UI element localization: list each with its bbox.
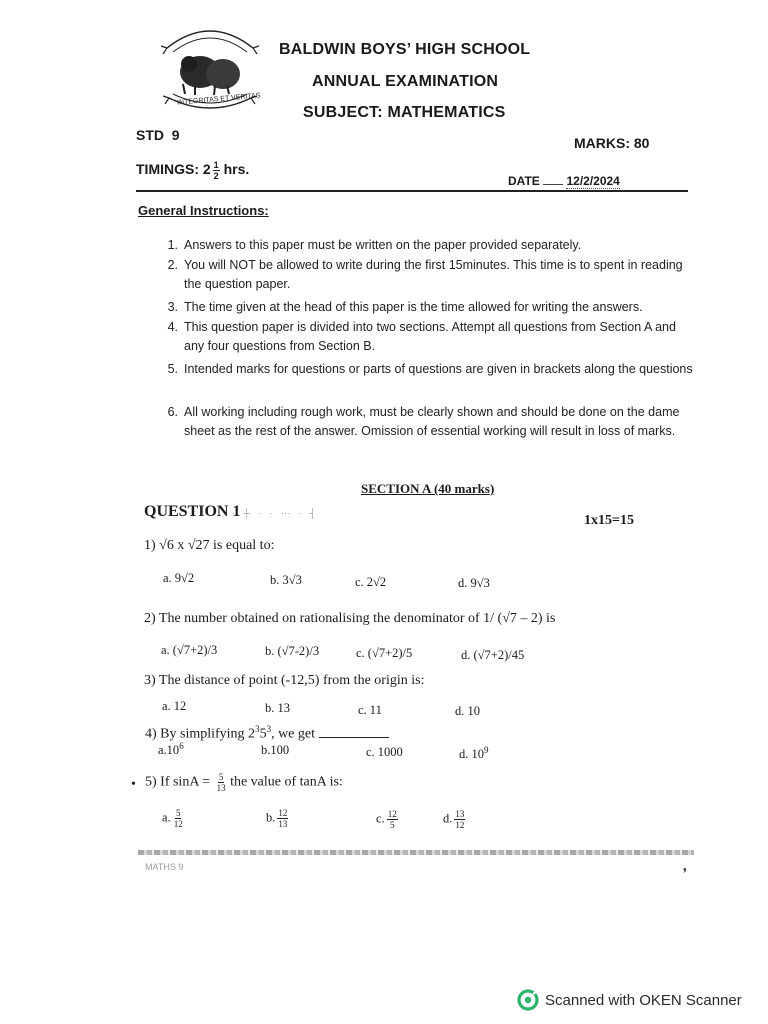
instruction-item: [158, 403, 698, 460]
stem-fraction: [216, 772, 227, 793]
bullet-mark: •: [131, 777, 136, 792]
instruction-number: 6.: [167, 405, 178, 419]
option-a: [162, 808, 184, 829]
option-c: [366, 745, 403, 760]
option-label: c.: [376, 811, 385, 826]
frac-den: 13: [278, 819, 288, 829]
frac-num: 13: [455, 809, 465, 819]
timings-fraction: [213, 160, 220, 181]
instruction-text: This question paper is divided into two sections. Attempt all questions from Section A and any four questions from Section B.: [184, 320, 676, 353]
timings-frac-num: 1: [213, 160, 219, 170]
oken-scanner-icon: [517, 989, 539, 1011]
option-b: b. 13: [265, 701, 290, 715]
stem-text: the value of tanA is:: [230, 774, 343, 790]
logo-motto: INTEGRITAS ET VERITAS: [176, 92, 261, 107]
question-stem: [145, 772, 343, 793]
frac-num: 12: [278, 808, 288, 818]
instruction-item: [158, 256, 698, 294]
question-1-label: QUESTION 1: [144, 503, 241, 520]
option-b: [261, 743, 289, 758]
frac-den: 12: [173, 819, 183, 829]
option-d: d. (√7+2)/45: [461, 648, 525, 662]
option-c: c. 2√2: [355, 575, 387, 589]
instruction-text: The time given at the head of this paper is the time allowed for writing the answers.: [184, 300, 643, 314]
std-value: 9: [171, 127, 180, 143]
option-fraction: [277, 808, 288, 829]
instruction-text: Answers to this paper must be written on the paper provided separately.: [184, 238, 582, 252]
std-label: [136, 127, 180, 143]
exponent: 9: [484, 745, 489, 755]
instruction-number: 5.: [167, 362, 178, 376]
school-logo: [155, 18, 265, 114]
date-value: 12/2/2024: [566, 174, 620, 188]
option-a: a. 9√2: [163, 571, 195, 585]
option-fraction: [454, 809, 465, 830]
stem-text: 5) If sinA =: [145, 774, 211, 790]
option-c: [376, 809, 398, 830]
instruction-item: [158, 318, 698, 356]
option-a: a. (√7+2)/3: [161, 643, 218, 657]
option-a: [158, 741, 184, 758]
stem-text: 5: [259, 726, 267, 742]
header-divider: [136, 190, 688, 192]
instruction-item: [158, 236, 698, 255]
frac-den: 13: [216, 783, 226, 793]
option-text: d. 10: [459, 747, 484, 762]
scanner-text: Scanned with OKEN Scanner: [545, 991, 742, 1009]
footer-divider: [138, 850, 694, 855]
marks-total: MARKS: 80: [574, 135, 650, 151]
option-fraction: [173, 808, 184, 829]
instruction-text: Intended marks for questions or parts of questions are given in brackets along the questions: [184, 362, 693, 376]
timings-unit: hrs.: [223, 161, 250, 178]
frac-num: 5: [175, 808, 181, 818]
question-stem: [145, 724, 389, 743]
option-label: b.: [266, 810, 276, 825]
option-b: b. 3√3: [270, 573, 302, 587]
date-field: [508, 174, 620, 188]
page-mark: ❜: [683, 866, 687, 880]
page-code: MATHS 9: [145, 862, 184, 872]
option-b: [266, 808, 288, 829]
option-a: a. 12: [162, 699, 187, 713]
question-stem: 2) The number obtained on rationalising the denominator of 1/ (√7 – 2) is: [144, 611, 556, 626]
option-c: c. 11: [358, 703, 382, 717]
stem-text: 4) By simplifying 2: [145, 726, 256, 742]
exponent: 6: [179, 741, 184, 751]
option-label: a.: [162, 810, 171, 825]
question-1-marks: 1x15=15: [584, 513, 634, 528]
date-label: DATE: [508, 174, 540, 188]
exponent: 3: [266, 724, 272, 734]
instruction-number: 4.: [167, 320, 178, 334]
stem-text: , we get: [271, 726, 315, 742]
timings-frac-den: 2: [213, 171, 219, 181]
instruction-text: You will NOT be allowed to write during the first 15minutes. This time is to spent in reading the question paper.: [184, 258, 683, 291]
instruction-number: 3.: [167, 300, 178, 314]
option-text: c. 1000: [366, 745, 403, 759]
instructions-list: [158, 236, 698, 464]
option-d: d. 9√3: [458, 576, 490, 590]
school-name: BALDWIN BOYS’ HIGH SCHOOL: [279, 41, 531, 58]
instruction-item: [158, 298, 698, 317]
option-label: d.: [443, 811, 453, 826]
scan-noise: · ┼ ∙ · ⋯ ∙ ┤: [232, 508, 319, 518]
option-text: b.100: [261, 743, 290, 757]
answer-blank: [319, 725, 389, 738]
option-fraction: [387, 809, 398, 830]
instruction-number: 1.: [167, 238, 178, 252]
frac-den: 12: [455, 820, 465, 830]
question-stem: 3) The distance of point (-12,5) from the origin is:: [144, 673, 425, 688]
exam-title: ANNUAL EXAMINATION: [312, 73, 499, 90]
timings-label: TIMINGS: 2: [136, 161, 211, 178]
option-b: b. (√7-2)/3: [265, 644, 320, 658]
option-c: c. (√7+2)/5: [356, 646, 413, 660]
option-text: a.10: [158, 743, 180, 758]
instruction-text: All working including rough work, must be clearly shown and should be done on the dame sheet as the rest of the answer. Omission of essential working will result in loss of marks.: [184, 405, 680, 438]
timings: [136, 160, 249, 181]
scanner-watermark: [517, 989, 742, 1011]
instruction-item: [158, 360, 698, 398]
instruction-number: 2.: [167, 258, 178, 272]
subject-title: SUBJECT: MATHEMATICS: [303, 104, 506, 121]
option-d: d. 10: [455, 704, 480, 718]
exponent: 3: [255, 724, 260, 734]
std-label-text: STD: [136, 127, 164, 143]
instructions-heading: General Instructions:: [138, 203, 269, 218]
frac-num: 12: [387, 809, 397, 819]
question-stem: 1) √6 x √27 is equal to:: [144, 538, 275, 553]
section-a-title: SECTION A (40 marks): [361, 481, 495, 496]
option-d: [443, 809, 465, 830]
option-d: [459, 745, 489, 762]
frac-den: 5: [389, 820, 395, 830]
frac-num: 5: [218, 772, 224, 782]
